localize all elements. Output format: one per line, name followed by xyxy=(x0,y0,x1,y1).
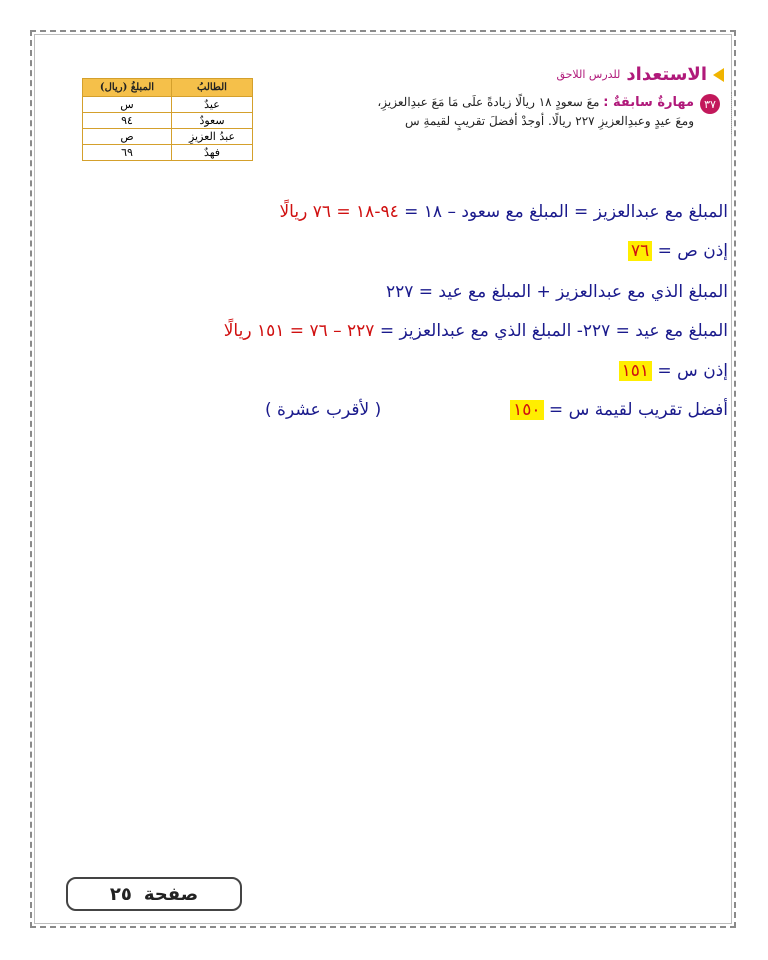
solution-line-1-text: المبلغ مع عبدالعزيز = المبلغ مع سعود – ١٨ = xyxy=(404,202,728,222)
prep-title: الاستعداد xyxy=(626,64,707,85)
solution-line-4-text: المبلغ مع عيد = ٢٢٧- المبلغ الذي مع عبدالعزيز = xyxy=(379,321,728,341)
page-number: ٢٥ xyxy=(109,883,132,905)
answer-y-value: ٧٦ xyxy=(628,241,652,261)
solution-line-1-result: ٩٤-١٨ = ٧٦ ريالًا xyxy=(279,202,399,222)
table-row xyxy=(83,145,253,161)
skill-label: مهارةٌ سابقةٌ : xyxy=(603,95,694,110)
question-line-1: معَ سعودٍ ١٨ ريالًا زيادةً علَى مَا مَعَ عبدِالعزيزِ، xyxy=(377,95,600,109)
answer-x-value: ١٥١ xyxy=(619,361,652,381)
solution-line-2-text: إذن ص = xyxy=(657,241,728,261)
solution-line-6 xyxy=(265,400,728,420)
question xyxy=(264,93,724,131)
page-word: صفحة xyxy=(143,883,199,905)
question-number: ٣٧ xyxy=(700,94,720,114)
amounts-table xyxy=(82,78,253,161)
page-inner-border xyxy=(34,34,732,924)
arrow-icon xyxy=(713,68,724,82)
table-cell: عيدٌ xyxy=(172,97,253,113)
solution-line-5-text: إذن س = xyxy=(657,361,728,381)
page-number-label xyxy=(66,877,242,911)
dotted-divider xyxy=(731,92,732,134)
prep-subtitle: للدرس اللاحق xyxy=(556,68,621,81)
table-row xyxy=(83,97,253,113)
solution-line-6-text: أفضل تقريب لقيمة س = xyxy=(548,400,728,420)
table-cell: عبدُ العزيزِ xyxy=(172,129,253,145)
table-cell: ٦٩ xyxy=(83,145,172,161)
question-line-2: ومعَ عيدٍ وعبدِالعزيزِ ٢٢٧ ريالًا. أوجدْ أفضلَ تقريبٍ لقيمةِ س xyxy=(405,114,694,128)
table-cell: فهدٌ xyxy=(172,145,253,161)
table-cell: ص xyxy=(83,129,172,145)
table-row xyxy=(83,129,253,145)
table-row xyxy=(83,113,253,129)
solution-line-3-text: المبلغ الذي مع عبدالعزيز + المبلغ مع عيد = ٢٢٧ xyxy=(385,282,728,302)
rounding-note: ( لأقرب عشرة ) xyxy=(265,400,382,420)
question-text xyxy=(377,93,694,131)
table-header-amount: المبلغُ (ريال) xyxy=(83,79,172,97)
estimate-value: ١٥٠ xyxy=(510,400,543,420)
table-cell: ٩٤ xyxy=(83,113,172,129)
solution-line-1 xyxy=(279,202,728,222)
solution-line-4-result: ٢٢٧ – ٧٦ = ١٥١ ريالًا xyxy=(223,321,375,341)
table-header-row xyxy=(83,79,253,97)
table-header-student: الطالبُ xyxy=(172,79,253,97)
prep-section xyxy=(264,64,724,131)
table-cell: سعودٌ xyxy=(172,113,253,129)
solution-line-4 xyxy=(224,321,728,341)
solution-line-5 xyxy=(619,361,728,381)
solution-line-3 xyxy=(386,282,728,302)
table-cell: س xyxy=(83,97,172,113)
solution-line-2 xyxy=(628,241,728,261)
prep-heading xyxy=(264,64,724,85)
